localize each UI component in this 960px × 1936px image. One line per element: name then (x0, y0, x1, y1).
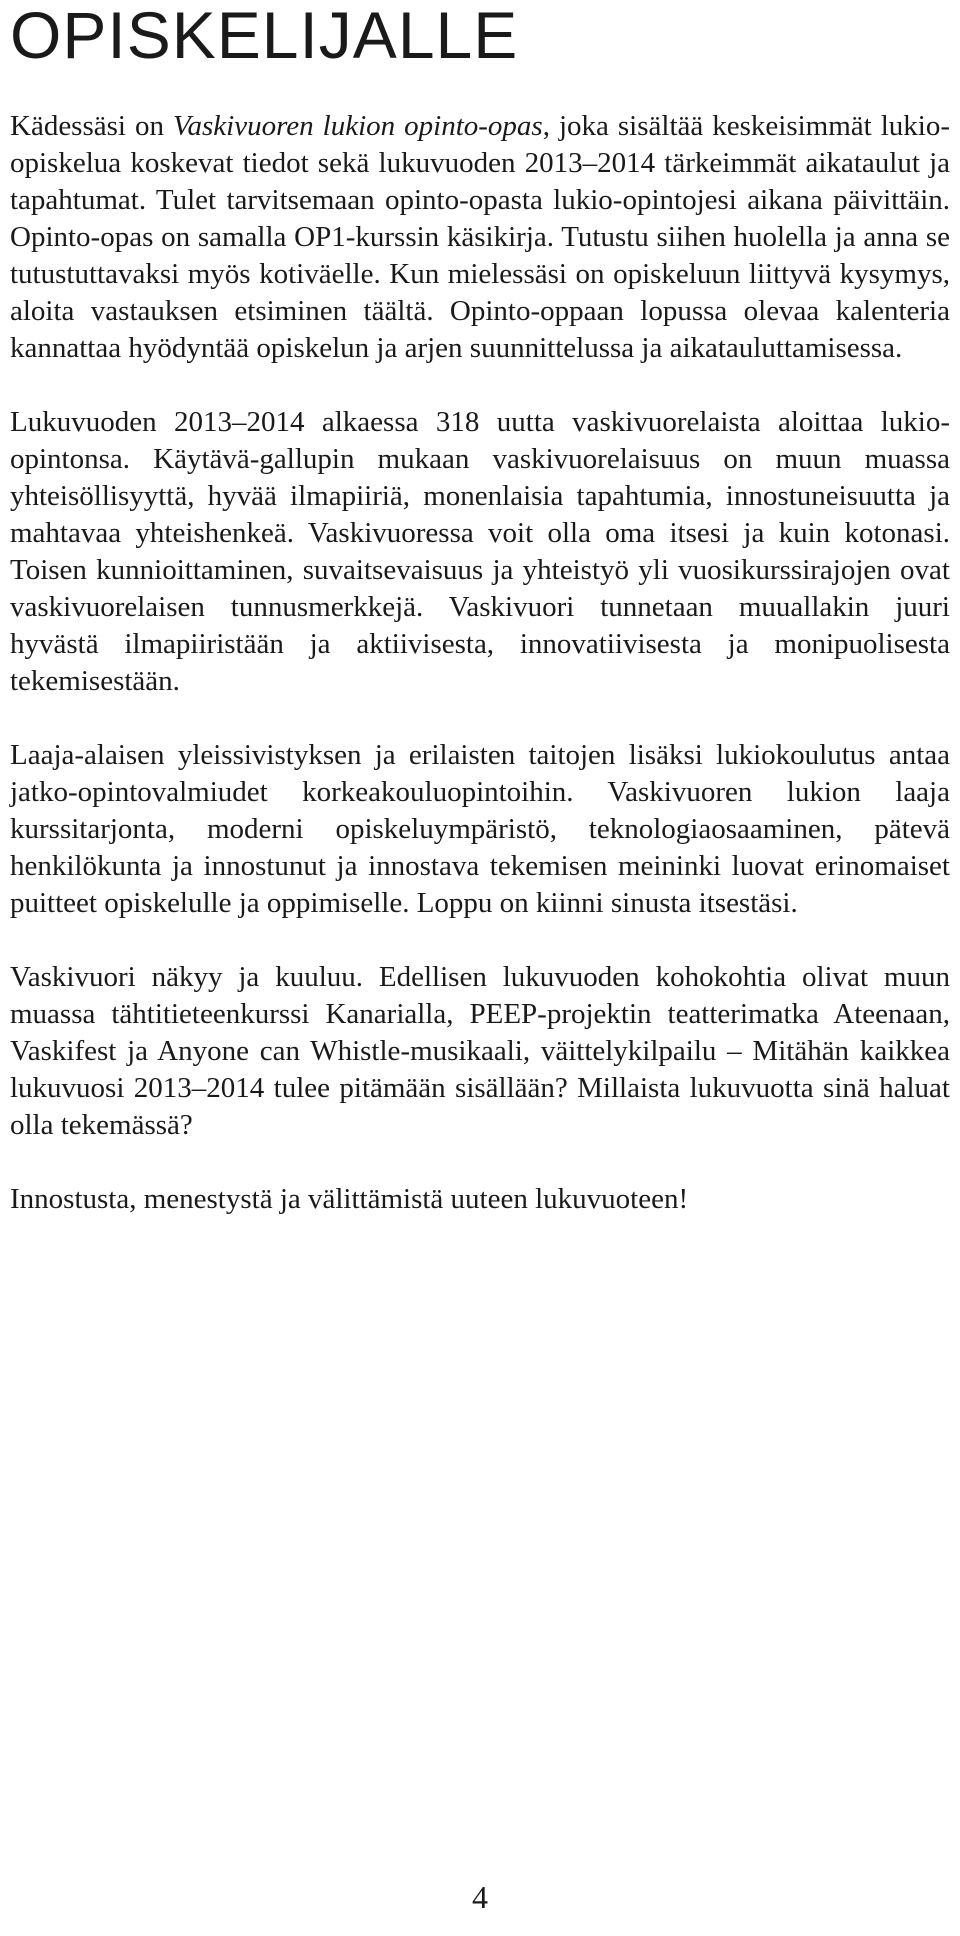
paragraph-education: Laaja-alaisen yleissivistyksen ja erilaisten taitojen lisäksi lukiokoulutus antaa jatko-opintovalmiudet korkeakouluopintoihin. Vaskivuoren lukion laaja kurssitarjonta, moderni opiskeluympäristö, teknologiaosaaminen, pätevä henkilökunta ja innostunut ja innostava tekemisen meininki luovat erinomaiset puitteet opiskelulle ja oppimiselle. Loppu on kiinni sinusta itsestäsi. (10, 739, 950, 919)
intro-text-after: , joka sisältää keskeisimmät lukio-opiskelua koskevat tiedot sekä lukuvuoden 2013–2014 tärkeimmät aikataulut ja tapahtumat. Tulet tarvitsemaan opinto-opasta lukio-opintojesi aikana päivittäin. Opinto-opas on samalla OP1-kurssin käsikirja. Tutustu siihen huolella ja anna se tutustuttavaksi myös kotiväelle. Kun mielessäsi on opiskeluun liittyvä kysymys, aloita vastauksen etsiminen täältä. Opinto-oppaan lopussa olevaa kalenteria kannattaa hyödyntää opiskelun ja arjen suunnittelussa ja aikatauluttamisessa. (10, 110, 950, 364)
paragraph-closing: Innostusta, menestystä ja välittämistä uuteen lukuvuoteen! (10, 1183, 689, 1215)
intro-paragraph (10, 108, 950, 367)
page-number: 4 (472, 1879, 488, 1915)
guide-name: Vaskivuoren lukion opinto-opas (172, 110, 543, 142)
document-page (10, 0, 950, 1218)
page-title: OPISKELIJALLE (10, 0, 519, 72)
intro-text-before: Kädessäsi on (10, 110, 173, 142)
paragraph-community: Lukuvuoden 2013–2014 alkaessa 318 uutta vaskivuorelaista aloittaa lukio-opintonsa. Käytävä-gallupin mukaan vaskivuorelaisuus on muun muassa yhteisöllisyyttä, hyvää ilmapiiriä, monenlaisia tapahtumia, innostuneisuutta ja mahtavaa yhteishenkeä. Vaskivuoressa voit olla oma itsesi ja kuin kotonasi. Toisen kunnioittaminen, suvaitsevaisuus ja yhteistyö yli vuosikurssirajojen ovat vaskivuorelaisen tunnusmerkkejä. Vaskivuori tunnetaan muuallakin juuri hyvästä ilmapiiristään ja aktiivisesta, innovatiivisesta ja monipuolisesta tekemisestään. (10, 406, 950, 697)
paragraph-highlights: Vaskivuori näkyy ja kuuluu. Edellisen lukuvuoden kohokohtia olivat muun muassa tähtitieteenkurssi Kanarialla, PEEP-projektin teatterimatka Ateenaan, Vaskifest ja Anyone can Whistle-musikaali, väittelykilpailu – Mitähän kaikkea lukuvuosi 2013–2014 tulee pitämään sisällään? Millaista lukuvuotta sinä haluat olla tekemässä? (10, 961, 950, 1141)
body-text (10, 108, 950, 1218)
